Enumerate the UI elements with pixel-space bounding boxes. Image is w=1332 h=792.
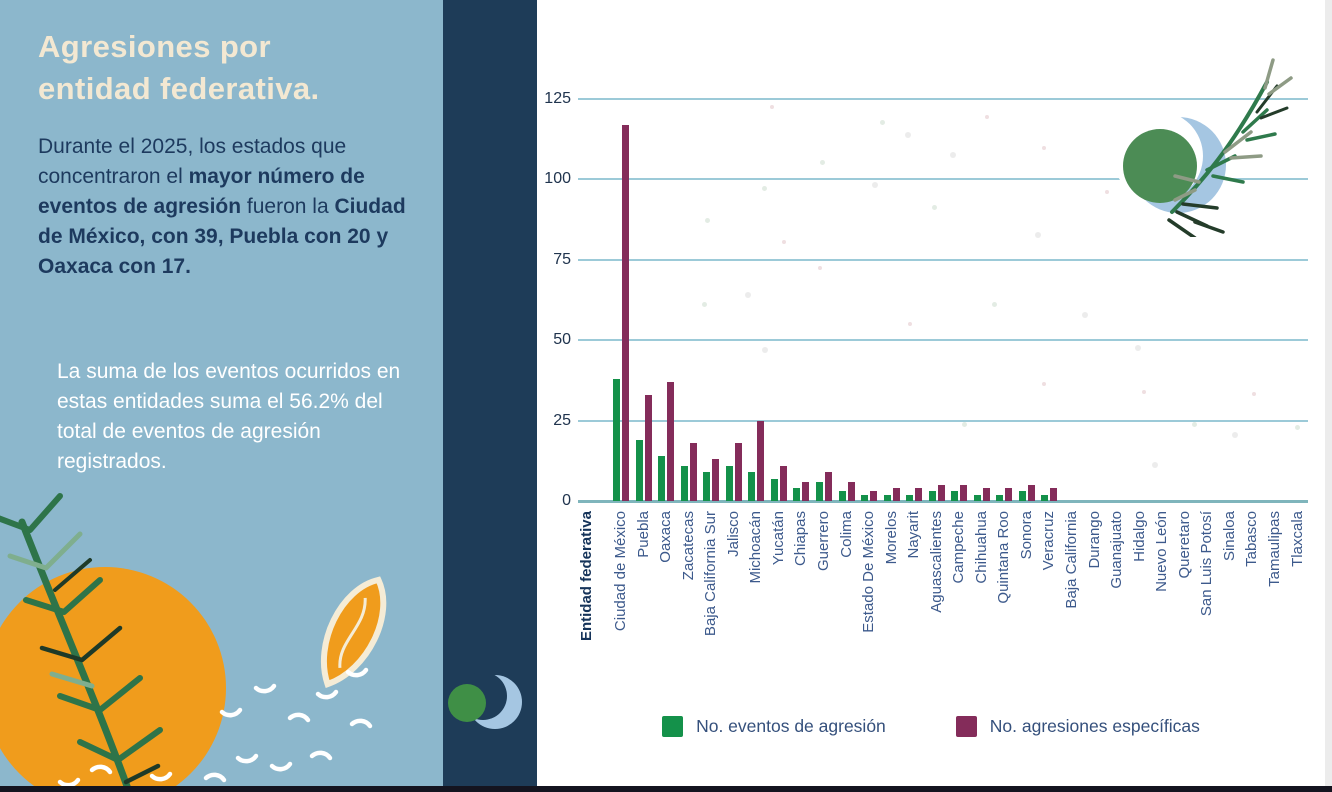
x-label-text: Veracruz [1040, 511, 1058, 571]
orange-circle-plant-decoration [0, 460, 443, 792]
x-label-text: Guanajuato [1108, 511, 1126, 589]
bar-eventos [974, 495, 981, 501]
x-label-text: Tamaulipas [1265, 511, 1283, 587]
gridline-75 [578, 259, 1308, 261]
bar-especificas [1028, 485, 1035, 501]
y-tick-label-75: 75 [553, 250, 571, 268]
background-speckle [1192, 422, 1197, 427]
bar-eventos [951, 491, 958, 501]
x-label [1153, 511, 1171, 689]
x-label [1221, 511, 1239, 689]
bar-group [839, 482, 855, 501]
background-speckle [932, 205, 937, 210]
bar-especificas [667, 382, 674, 501]
x-label [1198, 511, 1216, 689]
x-label [1289, 511, 1307, 689]
bar-chart [537, 0, 1325, 786]
x-label-text: Oaxaca [657, 511, 675, 563]
x-label [1266, 511, 1284, 689]
x-label-text: Ciudad de México [612, 511, 629, 632]
x-label [725, 511, 743, 689]
background-speckle [1082, 312, 1088, 318]
bar-group [974, 488, 990, 501]
x-label-text: Morelos [882, 511, 900, 565]
bar-group [681, 443, 697, 501]
divider-strip [443, 0, 537, 792]
background-speckle [1232, 432, 1238, 438]
bar-especificas [757, 421, 764, 501]
bar-eventos [1041, 495, 1048, 501]
x-label [657, 511, 675, 689]
bar-especificas [622, 125, 629, 501]
x-label-text: Queretaro [1175, 511, 1193, 579]
summary-paragraph: La suma de los eventos ocurridos en estas entidades suma el 56.2% del total de eventos de agresión registrados. [57, 360, 401, 473]
background-speckle [702, 302, 707, 307]
background-speckle [1135, 345, 1141, 351]
x-label-text: Jalisco [724, 511, 742, 557]
sidebar [0, 0, 443, 792]
bar-group [1041, 488, 1057, 501]
x-label-text: Campeche [950, 511, 968, 584]
bar-eventos [861, 495, 868, 501]
background-speckle [1142, 390, 1146, 394]
bar-eventos [839, 491, 846, 501]
bar-group [906, 488, 922, 501]
x-label [973, 511, 991, 689]
bar-especificas [893, 488, 900, 501]
background-speckle [985, 115, 989, 119]
x-label [1108, 511, 1126, 689]
background-speckle [880, 120, 885, 125]
x-label [1086, 511, 1104, 689]
x-label-text: Baja California Sur [702, 511, 720, 637]
y-tick-label-25: 25 [553, 411, 571, 429]
x-label-text: Puebla [634, 511, 652, 558]
x-label-text: Zacatecas [679, 511, 697, 581]
gridline-50 [578, 339, 1308, 341]
y-tick-label-100: 100 [544, 170, 571, 188]
x-label [950, 511, 968, 689]
x-label-text: Tabasco [1243, 511, 1261, 567]
chart-legend [537, 716, 1325, 737]
right-edge [1325, 0, 1332, 786]
bar-eventos [793, 488, 800, 501]
background-speckle [762, 186, 767, 191]
x-label [1018, 511, 1036, 689]
x-label-text: Chiapas [792, 511, 810, 567]
background-speckle [1035, 232, 1041, 238]
rosemary-sprig-icon [1147, 52, 1322, 237]
y-tick-label-0: 0 [562, 492, 571, 509]
bar-eventos [996, 495, 1003, 501]
x-label [612, 511, 630, 689]
bar-eventos [929, 491, 936, 501]
x-label [747, 511, 765, 689]
legend-label: No. agresiones específicas [989, 716, 1200, 736]
bar-group [793, 482, 809, 501]
bar-eventos [703, 472, 710, 501]
background-speckle [762, 347, 768, 353]
bar-eventos [636, 440, 643, 501]
legend-swatch-eventos [662, 716, 683, 737]
x-label [928, 511, 946, 689]
background-speckle [770, 105, 774, 109]
bar-eventos [906, 495, 913, 501]
x-label-text: Guerrero [814, 511, 832, 572]
intro-text: fueron la [241, 195, 335, 218]
bar-group [771, 466, 787, 501]
bar-especificas [1005, 488, 1012, 501]
mini-logo-green-circle [448, 684, 486, 722]
background-speckle [962, 422, 967, 427]
x-label-text: Colima [837, 511, 855, 558]
legend-swatch-especificas [956, 716, 977, 737]
bar-especificas [870, 491, 877, 501]
background-speckle [820, 160, 825, 165]
background-speckle [872, 182, 878, 188]
bar-eventos [1019, 491, 1026, 501]
x-label [860, 511, 878, 689]
x-label [702, 511, 720, 689]
bar-eventos [884, 495, 891, 501]
bar-especificas [735, 443, 742, 501]
x-label [1131, 511, 1149, 689]
x-label [770, 511, 788, 689]
background-speckle [1295, 425, 1300, 430]
background-speckle [905, 132, 911, 138]
x-label-text: Tlaxcala [1288, 511, 1306, 567]
gridline-25 [578, 420, 1308, 422]
x-label [792, 511, 810, 689]
x-label-text: Aguascalientes [927, 511, 945, 613]
y-tick-label-50: 50 [553, 331, 571, 349]
bar-group [951, 485, 967, 501]
bar-especificas [645, 395, 652, 501]
x-label [680, 511, 698, 689]
x-label [995, 511, 1013, 689]
bar-eventos [771, 479, 778, 502]
x-label [635, 511, 653, 689]
bar-group [636, 395, 652, 501]
bar-eventos [658, 456, 665, 501]
background-speckle [992, 302, 997, 307]
background-speckle [1252, 392, 1256, 396]
background-speckle [1042, 146, 1046, 150]
title-line-2: entidad federativa. [38, 71, 320, 106]
bar-group [929, 485, 945, 501]
intro-bold-text: Ciudad de México, con 39, Puebla con 20 y Oaxaca con 17. [38, 195, 406, 278]
x-label-text: Sonora [1017, 511, 1035, 560]
bar-especificas [915, 488, 922, 501]
bar-group [861, 491, 877, 501]
bar-especificas [690, 443, 697, 501]
x-label-text: Hidalgo [1130, 511, 1148, 562]
background-speckle [1042, 382, 1046, 386]
bar-especificas [848, 482, 855, 501]
legend-item [956, 716, 1200, 737]
background-speckle [818, 266, 822, 270]
bar-especificas [983, 488, 990, 501]
background-speckle [705, 218, 710, 223]
slide-bottom-border [0, 786, 1332, 792]
x-label-text: Michoacán [747, 511, 765, 584]
bar-eventos [613, 379, 620, 501]
bar-group [726, 443, 742, 501]
x-axis-title-text: Entidad federativa [578, 511, 595, 642]
bar-especificas [780, 466, 787, 501]
x-label-text: Baja California [1063, 511, 1080, 609]
bar-especificas [1050, 488, 1057, 501]
x-label [883, 511, 901, 689]
legend-label: No. eventos de agresión [696, 716, 886, 736]
x-label-text: Estado De México [860, 511, 878, 633]
x-axis-title [578, 511, 596, 689]
background-speckle [1152, 462, 1158, 468]
x-label [1176, 511, 1194, 689]
background-speckle [908, 322, 912, 326]
bar-group [884, 488, 900, 501]
page-title [38, 26, 438, 110]
bar-especificas [802, 482, 809, 501]
bar-especificas [960, 485, 967, 501]
y-tick-label-125: 125 [544, 90, 571, 107]
title-line-1: Agresiones por [38, 29, 271, 64]
bar-group [816, 472, 832, 501]
intro-bold-text: mayor número de eventos de agresión [38, 165, 365, 218]
intro-text: Durante el 2025, los estados que concentraron el [38, 135, 347, 188]
x-label-text: Sinaloa [1220, 511, 1238, 562]
x-label-text: San Luis Potosí [1198, 511, 1216, 617]
bar-eventos [748, 472, 755, 501]
bar-group [748, 421, 764, 501]
x-label [1243, 511, 1261, 689]
bar-eventos [816, 482, 823, 501]
x-label-text: Chihuahua [972, 511, 990, 584]
bar-group [996, 488, 1012, 501]
x-label-text: Nuevo León [1153, 511, 1171, 592]
x-label-text: Yucatán [769, 511, 787, 566]
x-label-text: Durango [1085, 511, 1103, 569]
background-speckle [745, 292, 751, 298]
bar-group [613, 125, 629, 501]
x-label-text: Quintana Roo [995, 511, 1013, 604]
x-label [1040, 511, 1058, 689]
intro-paragraph [38, 132, 424, 282]
bar-especificas [938, 485, 945, 501]
background-speckle [1105, 190, 1109, 194]
bar-group [658, 382, 674, 501]
x-label [838, 511, 856, 689]
bar-group [1019, 485, 1035, 501]
background-speckle [782, 240, 786, 244]
x-label [815, 511, 833, 689]
bar-especificas [712, 459, 719, 501]
x-label [905, 511, 923, 689]
background-speckle [950, 152, 956, 158]
bar-group [703, 459, 719, 501]
bar-especificas [825, 472, 832, 501]
x-label [1063, 511, 1081, 689]
x-label-text: Nayarit [905, 511, 923, 559]
bar-eventos [726, 466, 733, 501]
bar-eventos [681, 466, 688, 501]
legend-item [662, 716, 886, 737]
